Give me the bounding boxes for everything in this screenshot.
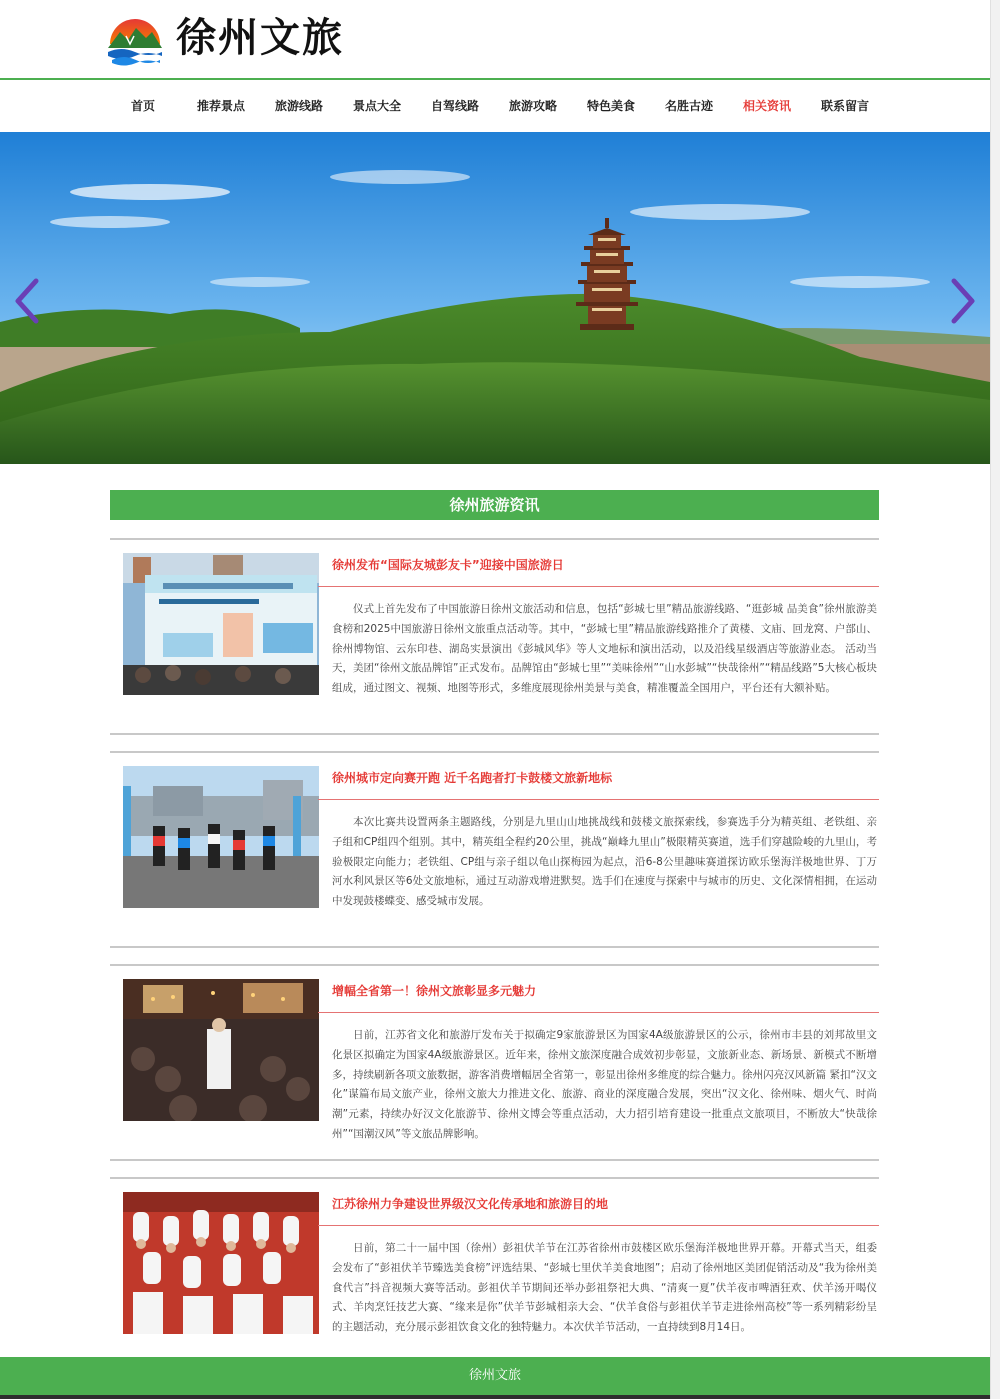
- divider: [110, 751, 879, 753]
- footer: 徐州文旅: [0, 1357, 990, 1395]
- news-summary: 仪式上首先发布了中国旅游日徐州文旅活动和信息，包括“彭城七里”精品旅游线路、“逛彭城 品美食”徐州旅游美食榜和2025中国旅游日徐州文旅重点活动等。其中，“彭城七里”精品旅游线路推介了黄楼、文庙、回龙窝、户部山、徐州博物馆、云东印巷、湖岛实景演出《彭城风华》等人文地标和演出活动，以及沿线星级酒店等旅游业态。 活动当天，美团“徐州文旅品牌馆”正式发布。品牌馆由“彭城七里”“美味徐州”“山水彭城”“快哉徐州”“精品线路”5大核心板块组成，通过图文、视频、地图等形式，多维度展现徐州美景与美食，精准覆盖全国用户，平台还有大额补贴。: [332, 603, 877, 695]
- nav-item-historic-sites[interactable]: 名胜古迹: [664, 99, 713, 113]
- news-title[interactable]: 徐州发布“国际友城彭友卡”迎接中国旅游日: [332, 558, 564, 572]
- nav-item-news[interactable]: 相关资讯: [742, 99, 791, 113]
- site-logo[interactable]: [106, 14, 164, 68]
- news-item: [110, 964, 879, 1177]
- divider: [110, 964, 879, 966]
- title-underline: [318, 1225, 879, 1226]
- header: [0, 0, 1000, 78]
- news-title[interactable]: 江苏徐州力争建设世界级汉文化传承地和旅游目的地: [332, 1197, 609, 1211]
- nav-item-tour-routes[interactable]: 旅游线路: [274, 99, 323, 113]
- news-list: [110, 538, 879, 1390]
- news-title[interactable]: 增幅全省第一！徐州文旅彰显多元魅力: [332, 984, 537, 998]
- title-underline: [318, 586, 879, 587]
- nav-item-home[interactable]: 首页: [130, 99, 155, 113]
- nav-item-all-spots[interactable]: 景点大全: [352, 99, 401, 113]
- news-item: [110, 538, 879, 751]
- news-thumbnail[interactable]: [123, 979, 319, 1121]
- divider: [110, 1177, 879, 1179]
- page-scrollbar[interactable]: [990, 0, 1000, 1399]
- nav-item-self-drive[interactable]: 自驾线路: [430, 99, 479, 113]
- news-summary: 日前，江苏省文化和旅游厅发布关于拟确定9家旅游景区为国家4A级旅游景区的公示，徐州市丰县的刘邦故里文化景区拟确定为国家4A级旅游景区。近年来，徐州文旅深度融合成效初步彰显，文旅新业态、新场景、新模式不断增多，持续刷新各项文旅数据，游客消费增幅居全省第一，彰显出徐州多维度的综合魅力。徐州闪亮汉风新篇 紧扣“汉文化”谋篇布局文旅产业，徐州文旅大力推进文化、旅游、商业的深度融合发展，突出“汉文化、徐州味、烟火气、时尚潮”元素，持续办好汉文化旅游节、徐州文博会等重点活动，大力招引培育建设一批重点文旅项目，不断放大“快哉徐州”“国潮汉风”等文旅品牌影响。: [332, 1029, 877, 1140]
- news-title[interactable]: 徐州城市定向赛开跑 近千名跑者打卡鼓楼文旅新地标: [332, 771, 613, 785]
- divider: [110, 946, 879, 948]
- banner-next-button[interactable]: [948, 277, 978, 325]
- chevron-right-icon: [948, 277, 978, 325]
- nav-item-contact[interactable]: 联系留言: [820, 99, 869, 113]
- divider: [110, 538, 879, 540]
- site-title: 徐州文旅: [176, 15, 344, 61]
- banner-prev-button[interactable]: [12, 277, 42, 325]
- divider: [110, 733, 879, 735]
- nav-item-recommended-spots[interactable]: 推荐景点: [196, 99, 245, 113]
- news-summary: 本次比赛共设置两条主题路线，分别是九里山山地挑战线和鼓楼文旅探索线，参赛选手分为精英组、老铁组、亲子组和CP组四个组别。其中，精英组全程约20公里，挑战“巅峰九里山”极限精英赛道，选手们穿越险峻的九里山，考验极限定向能力；老铁组、CP组与亲子组以龟山探梅园为起点，沿6-8公里趣味赛道探访欧乐堡海洋极地世界、丁万河水利风景区等6处文旅地标，通过互动游戏增进默契。选手们在速度与探索中与城市的历史、文化深情相拥，在运动中发现鼓楼蝶变、感受城市发展。: [332, 816, 877, 908]
- main-nav: [104, 80, 884, 132]
- hero-banner[interactable]: [0, 132, 990, 464]
- news-thumbnail[interactable]: [123, 1192, 319, 1334]
- nav-item-travel-guide[interactable]: 旅游攻略: [508, 99, 557, 113]
- footer-bottom-bar: [0, 1395, 990, 1399]
- title-underline: [318, 799, 879, 800]
- news-summary: 日前，第二十一届中国（徐州）彭祖伏羊节在江苏省徐州市鼓楼区欧乐堡海洋极地世界开幕。开幕式当天，组委会发布了“彭祖伏羊节臻选美食榜”评选结果、“彭城七里伏羊美食地图”；启动了徐州地区美团促销活动及“我为徐州美食代言”抖音视频大赛等活动。彭祖伏羊节期间还举办彭祖祭祀大典、“清爽一夏”伏羊夜市啤酒狂欢、伏羊汤开喝仪式、羊肉烹饪技艺大赛、“缘来是你”伏羊节彭城相亲大会、“伏羊食俗与彭祖伏羊节走进徐州高校”等一系列精彩纷呈的主题活动，充分展示彭祖饮食文化的独特魅力。本次伏羊节活动，一直持续到8月14日。: [332, 1242, 877, 1334]
- section-title: 徐州旅游资讯: [110, 490, 879, 520]
- news-thumbnail[interactable]: [123, 553, 319, 695]
- news-thumbnail[interactable]: [123, 766, 319, 908]
- news-item: [110, 751, 879, 964]
- chevron-left-icon: [12, 277, 42, 325]
- divider: [110, 1159, 879, 1161]
- nav-item-local-food[interactable]: 特色美食: [586, 99, 635, 113]
- title-underline: [318, 1012, 879, 1013]
